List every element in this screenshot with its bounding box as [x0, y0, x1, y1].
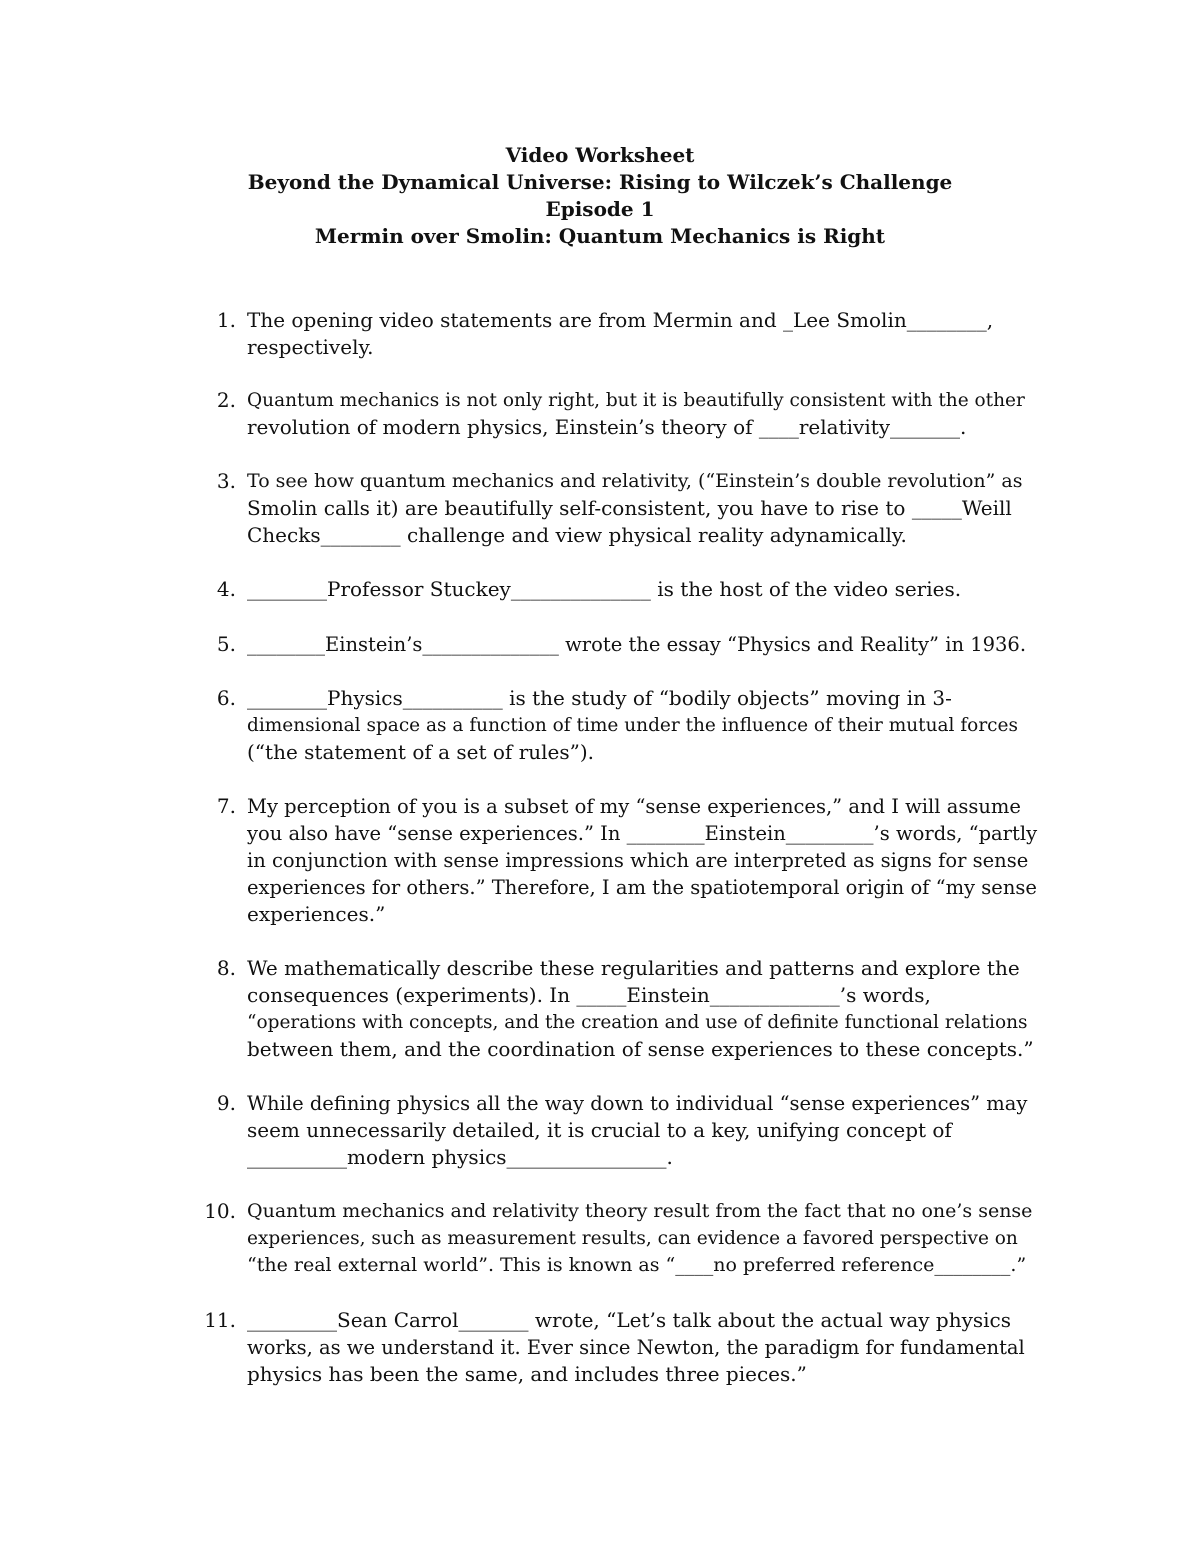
question-number: 6.	[216, 686, 236, 710]
question-line: Smolin calls it) are beautifully self-consistent, you have to rise to _____Weill	[247, 496, 1012, 520]
question-text	[247, 793, 1037, 928]
question-number: 9.	[216, 1091, 236, 1115]
question-number: 7.	[216, 794, 236, 818]
question-line: “operations with concepts, and the creation and use of definite functional relations	[247, 1012, 1028, 1033]
question-line: While defining physics all the way down to individual “sense experiences” may	[247, 1092, 1028, 1115]
question-line: Quantum mechanics is not only right, but it is beautifully consistent with the other	[247, 390, 1025, 411]
question-number: 10.	[204, 1199, 236, 1223]
question-line: experiences, such as measurement results, can evidence a favored perspective on	[247, 1228, 1018, 1249]
question-line: between them, and the coordination of sense experiences to these concepts.”	[247, 1037, 1034, 1061]
question-line: physics has been the same, and includes three pieces.”	[247, 1362, 807, 1386]
question-line: respectively.	[247, 335, 374, 359]
question-text	[247, 631, 1037, 658]
question-text	[247, 468, 1037, 549]
heading-series: Beyond the Dynamical Universe: Rising to Wilczek’s Challenge	[247, 170, 953, 194]
question-line: _________Sean Carrol_______ wrote, “Let’s talk about the actual way physics	[247, 1308, 1012, 1332]
question-line: Checks________ challenge and view physical reality adynamically.	[247, 523, 907, 547]
question-line: in conjunction with sense impressions which are interpreted as signs for sense	[247, 849, 1029, 872]
question-line: The opening video statements are from Mermin and _Lee Smolin________,	[247, 308, 994, 332]
question-line: experiences.”	[247, 902, 386, 926]
question-text	[247, 955, 1037, 1063]
question-text	[247, 1090, 1037, 1171]
question-line: seem unnecessarily detailed, it is crucial to a key, unifying concept of	[247, 1118, 952, 1142]
question-line: Quantum mechanics and relativity theory result from the fact that no one’s sense	[247, 1200, 1033, 1222]
question-line: We mathematically describe these regularities and patterns and explore the	[247, 956, 1020, 980]
question-line: ________Professor Stuckey______________ is the host of the video series.	[247, 577, 962, 601]
question-line: experiences for others.” Therefore, I am the spatiotemporal origin of “my sense	[247, 876, 1037, 899]
heading-episode-title: Mermin over Smolin: Quantum Mechanics is Right	[314, 224, 886, 248]
question-number: 3.	[216, 469, 236, 493]
question-text	[247, 1307, 1037, 1388]
question-number: 1.	[216, 308, 236, 332]
question-text	[247, 387, 1037, 441]
question-line: ________Physics__________ is the study of “bodily objects” moving in 3-	[247, 686, 952, 710]
question-line: revolution of modern physics, Einstein’s theory of ____relativity_______.	[247, 415, 967, 439]
question-number: 2.	[216, 388, 236, 412]
question-text	[247, 1198, 1037, 1279]
question-line: My perception of you is a subset of my “sense experiences,” and I will assume	[247, 795, 1021, 818]
question-line: ________Einstein’s______________ wrote the essay “Physics and Reality” in 1936.	[247, 633, 1027, 656]
question-line: consequences (experiments). In _____Einstein_____________’s words,	[247, 983, 931, 1007]
question-line: “the real external world”. This is known as “____no preferred reference________.”	[247, 1254, 1027, 1276]
question-text	[247, 307, 1037, 361]
question-line: dimensional space as a function of time under the influence of their mutual forces	[247, 715, 1018, 736]
heading-episode: Episode 1	[545, 197, 655, 221]
question-number: 5.	[216, 632, 236, 656]
question-text	[247, 576, 1037, 603]
heading-title: Video Worksheet	[505, 143, 695, 167]
question-line: you also have “sense experiences.” In ________Einstein_________’s words, “partly	[247, 822, 1038, 845]
question-line: __________modern physics________________.	[247, 1145, 673, 1169]
question-number: 8.	[216, 956, 236, 980]
question-number: 4.	[216, 577, 236, 601]
question-number: 11.	[204, 1308, 236, 1332]
question-text	[247, 685, 1037, 766]
worksheet-heading	[0, 142, 1200, 250]
question-line: works, as we understand it. Ever since Newton, the paradigm for fundamental	[247, 1336, 1025, 1359]
question-line: To see how quantum mechanics and relativity, (“Einstein’s double revolution” as	[247, 470, 1023, 492]
question-line: (“the statement of a set of rules”).	[247, 740, 595, 764]
